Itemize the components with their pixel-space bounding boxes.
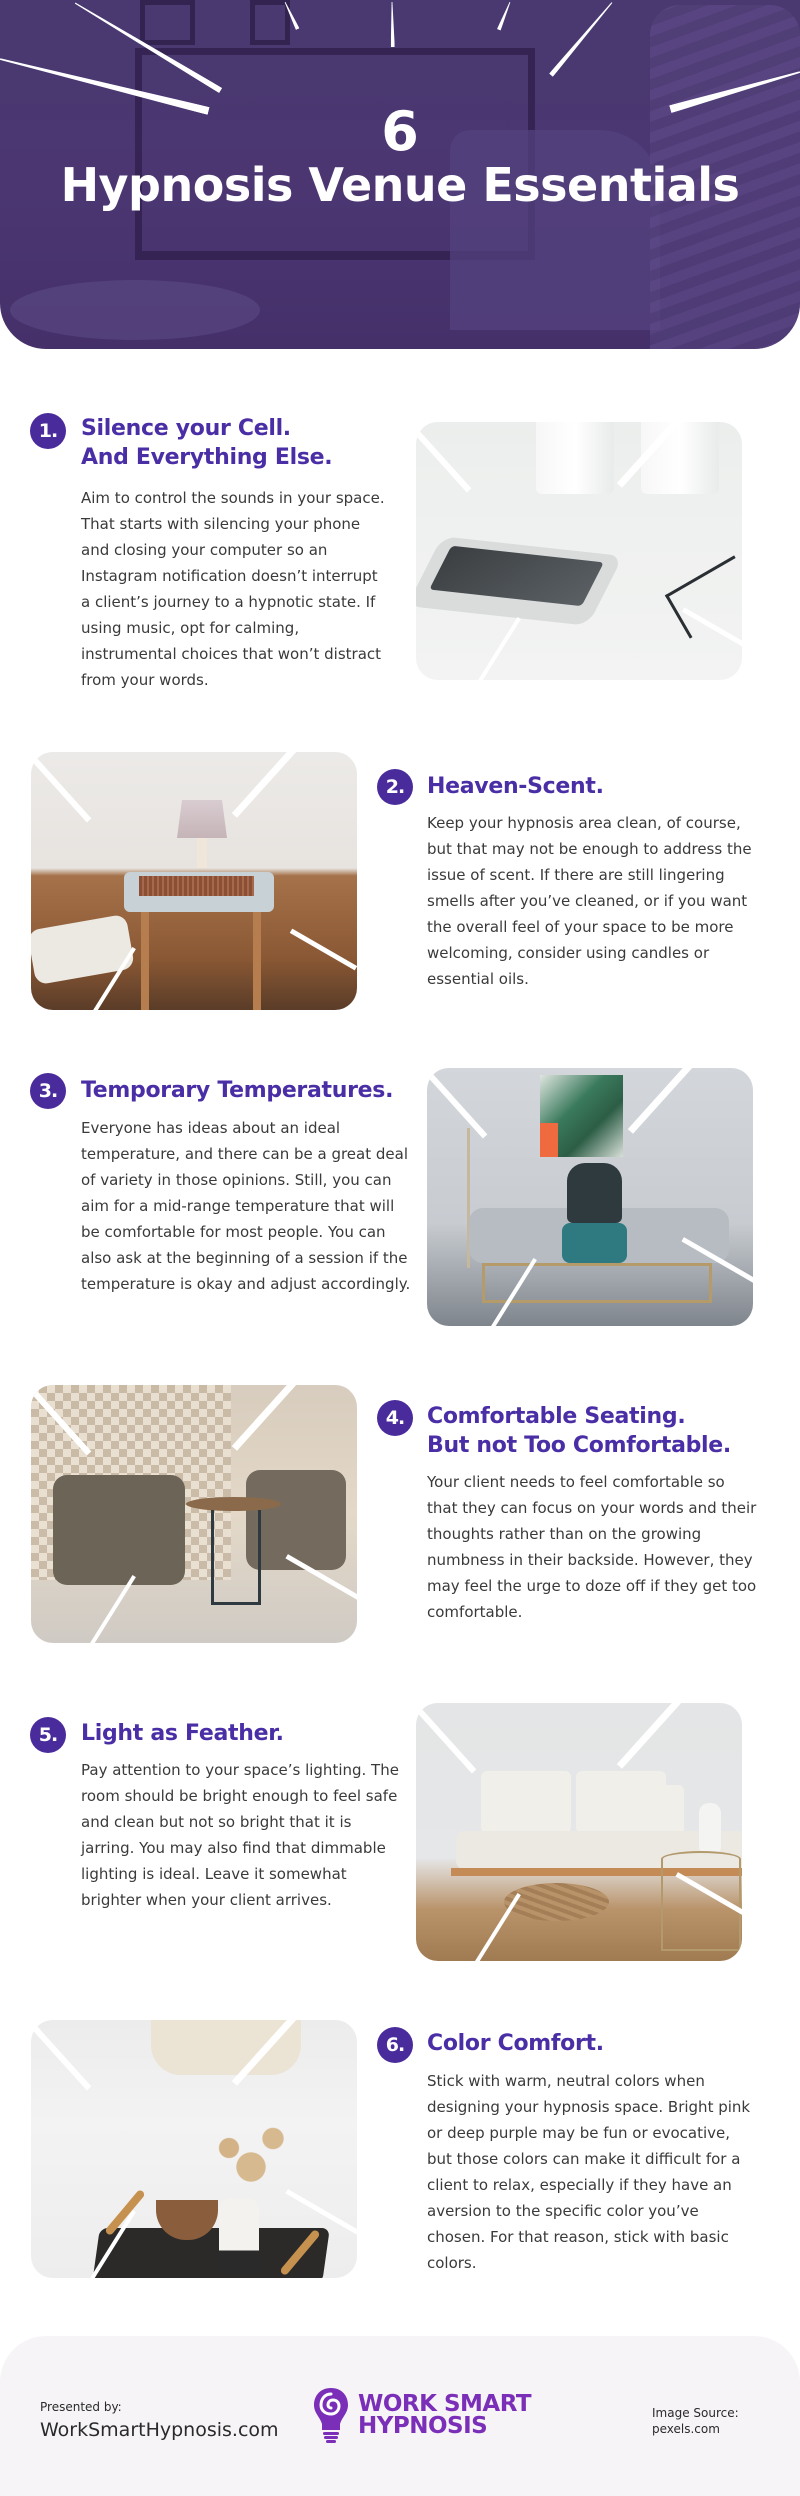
- light-ray-decoration: [549, 1, 614, 77]
- number-badge: 2.: [377, 769, 413, 805]
- number-badge: 1.: [30, 413, 66, 449]
- section-title: Silence your Cell. And Everything Else.: [81, 416, 333, 470]
- background-picture-frame: [140, 0, 195, 45]
- logo-line-2: HYPNOSIS: [358, 2413, 488, 2439]
- presented-by-label: Presented by:: [40, 2400, 122, 2414]
- hero-number: 6: [381, 100, 419, 163]
- image-source-label: Image Source:: [652, 2406, 739, 2420]
- section-title: Temporary Temperatures.: [81, 1078, 394, 1103]
- background-side-table: [10, 280, 260, 340]
- armchairs-photo: [31, 1385, 357, 1643]
- section-body: Aim to control the sounds in your space. That starts with silencing your phone and closing your computer so an Instagram notification doesn’t interrupt a client’s journey to a hypnotic state. If using music, opt for calming, instrumental choices that won’t distract from your words.: [81, 489, 385, 689]
- background-picture-frame: [250, 0, 290, 45]
- phone-on-table-photo: [416, 422, 742, 680]
- tray-with-vase-photo: [31, 2020, 357, 2278]
- section-body: Pay attention to your space’s lighting. The room should be bright enough to feel safe and clean but not so bright that it is jarring. You may also find that dimmable lighting is ideal. Leave it somewhat brighter when your client arrives.: [81, 1761, 399, 1909]
- logo-line-1: WORK SMART: [358, 2391, 532, 2417]
- section-body: Keep your hypnosis area clean, of course, but that may not be enough to address the issue of scent. If there are still lingering smells after you’ve cleaned, or if you want the overall feel of your space to be more welcoming, consider using candles or essential oils.: [427, 814, 752, 988]
- man-on-sofa-photo: [427, 1068, 753, 1326]
- hero-banner: [0, 0, 800, 349]
- section-title: Color Comfort.: [427, 2031, 604, 2056]
- light-ray-decoration: [390, 2, 395, 47]
- work-smart-hypnosis-logo: [312, 2386, 531, 2444]
- number-badge: 6.: [377, 2027, 413, 2063]
- hero-title: Hypnosis Venue Essentials: [60, 158, 740, 212]
- section-body: Your client needs to feel comfortable so that they can focus on your words and their thoughts rather than on the growing numbness in their backside. However, they may feel the urge to doze off if they get too comfortable.: [427, 1473, 757, 1621]
- section-body: Stick with warm, neutral colors when designing your hypnosis space. Bright pink or deep purple may be fun or evocative, but those colors can make it difficult for a client to relax, especially if they have an aversion to the specific color you’ve chosen. For that reason, stick with basic colors.: [427, 2072, 751, 2272]
- lamp-on-table-photo: [31, 752, 357, 1010]
- section-title: Comfortable Seating. But not Too Comfortable.: [427, 1404, 731, 1458]
- spiral-lightbulb-icon: [312, 2386, 350, 2444]
- section-body: Everyone has ideas about an ideal temperature, and there can be a great deal of variety in those opinions. Still, you can aim for a mid-range temperature that will be comfortable for most people. You can also ask at the beginning of a session if the temperature is okay and adjust accordingly.: [81, 1119, 411, 1293]
- number-badge: 3.: [30, 1073, 66, 1109]
- light-ray-decoration: [497, 1, 512, 30]
- number-badge: 4.: [377, 1400, 413, 1436]
- image-source-value[interactable]: pexels.com: [652, 2422, 720, 2436]
- footer: [0, 2336, 800, 2496]
- number-badge: 5.: [30, 1717, 66, 1753]
- presented-by-website[interactable]: WorkSmartHypnosis.com: [40, 2419, 279, 2441]
- section-title: Light as Feather.: [81, 1721, 284, 1746]
- white-sofa-photo: [416, 1703, 742, 1961]
- section-title: Heaven-Scent.: [427, 774, 604, 799]
